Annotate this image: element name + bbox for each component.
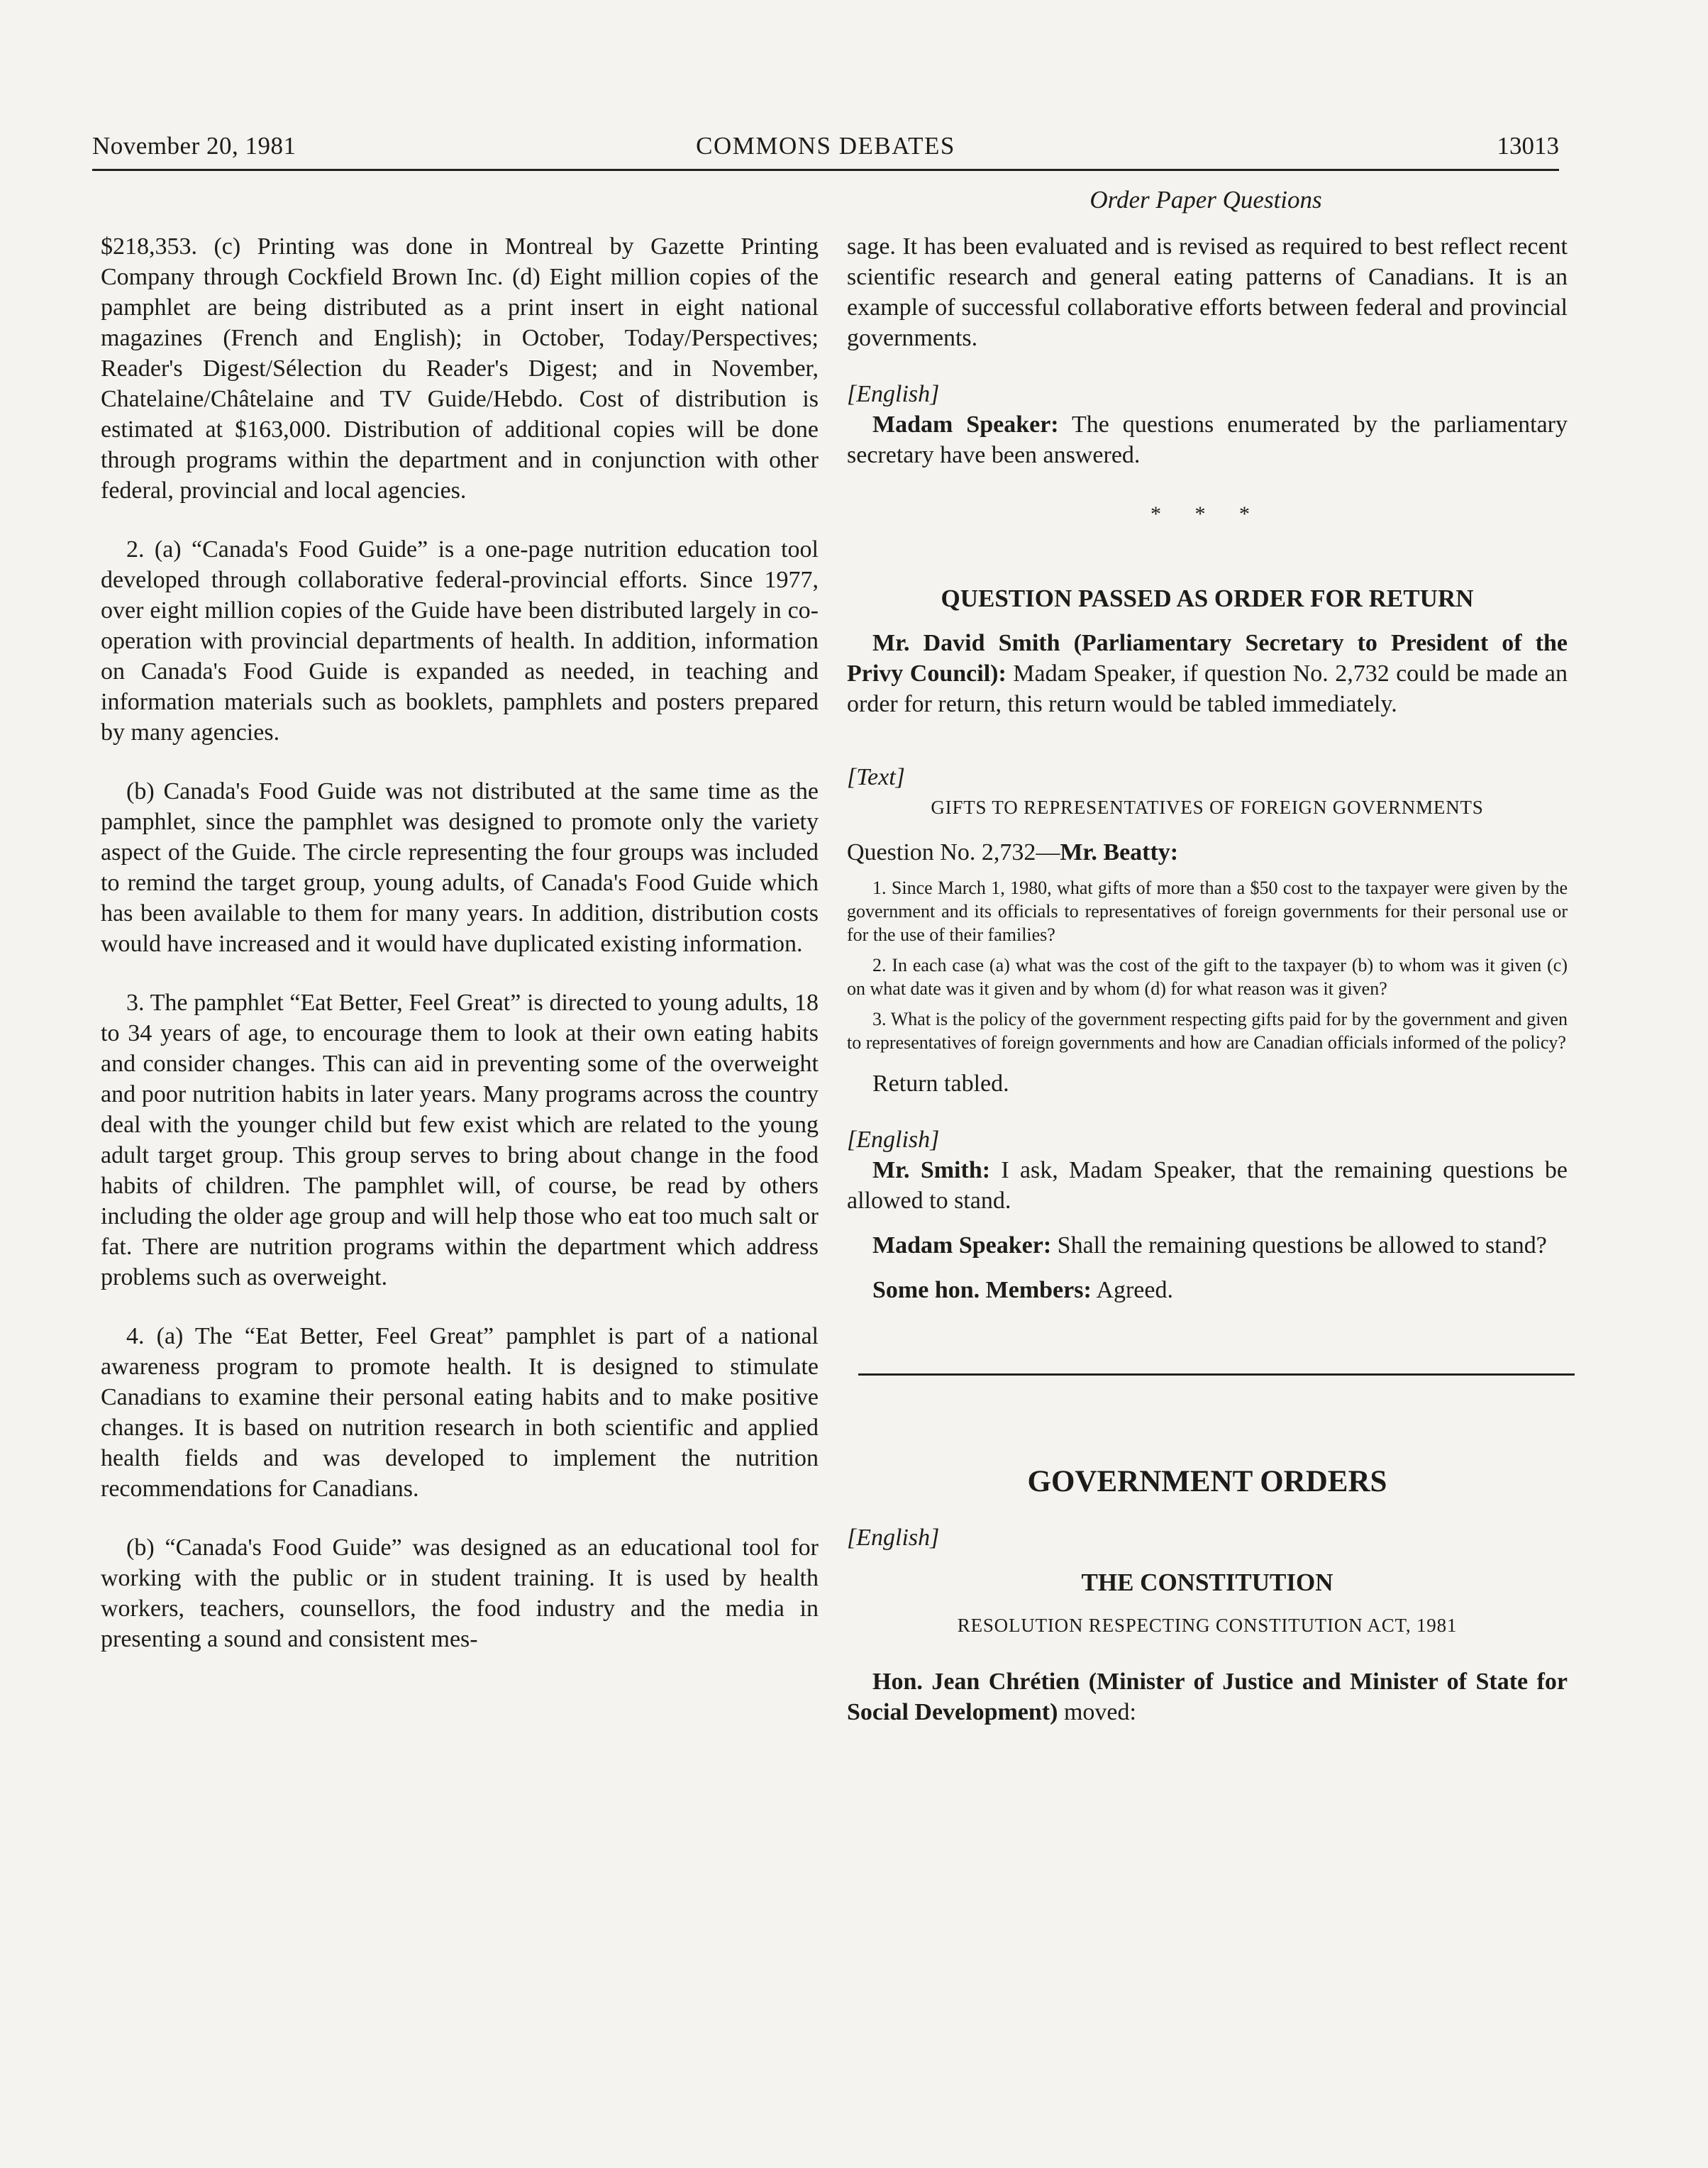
left-paragraph-4: 3. The pamphlet “Eat Better, Feel Great” is directed to young adults, 18 to 34 years of age, to encourage them to look at their own eating habits and consider changes. This can aid in preventing some of the overweight and poor nutrition habits in later years. Many programs across the country deal with the younger child but few exist which are related to the young adult target group. This group serves to bring about change in the food habits of children. The pamphlet will, of course, be read by others including the older age group and will help those who eat too much salt or fat. There are nutrition programs within the department which address problems such as overweight. xyxy=(101,990,819,1290)
section-label: Order Paper Questions xyxy=(1089,186,1322,214)
language-tag-english: [English] xyxy=(847,1525,940,1551)
member-name: Hon. Jean Chrétien (Minister of Justice and Minister of State for Social Development) xyxy=(847,1669,1568,1725)
question-member: Mr. Beatty: xyxy=(1060,839,1179,865)
speaker-name: Madam Speaker: xyxy=(872,411,1059,438)
section-separator-stars: * * * xyxy=(1150,502,1264,526)
member-text: Madam Speaker, if question No. 2,732 could be made an order for return, this return would be tabled immediately. xyxy=(847,660,1568,717)
header-title: COMMONS DEBATES xyxy=(696,132,955,160)
left-paragraph-6: (b) “Canada's Food Guide” was designed as an educational tool for working with the public or in student training. It is used by health workers, teachers, counsellors, the food industry and the media in presenting a sound and consistent mes- xyxy=(101,1534,819,1652)
question-part-1: 1. Since March 1, 1980, what gifts of more than a $50 cost to the taxpayer were given by the government and its officials to representatives of foreign governments for their personal use or for the use of their families? xyxy=(847,878,1568,945)
speaker-text: The questions enumerated by the parliamentary secretary have been answered. xyxy=(847,411,1568,468)
right-paragraph-1: sage. It has been evaluated and is revised as required to best reflect recent scientific research and general eating patterns of Canadians. It is an example of successful collaborative efforts between federal and provincial governments. xyxy=(847,233,1568,351)
members-response xyxy=(847,1275,1568,1305)
page-header xyxy=(92,132,1559,167)
question-number-label: Question No. 2,732— xyxy=(847,839,1060,865)
speaker-statement-1 xyxy=(847,409,1568,470)
member-text: moved: xyxy=(1058,1699,1136,1725)
question-number xyxy=(847,837,1568,868)
left-paragraph-5: 4. (a) The “Eat Better, Feel Great” pamphlet is part of a national awareness program to promote health. It is designed to stimulate Canadians to examine their personal eating habits and to make positive changes. It is based on nutrition research in both scientific and applied health fields and was developed to implement the nutrition recommendations for Canadians. xyxy=(101,1323,819,1502)
question-part-3: 3. What is the policy of the government respecting gifts paid for by the government and given to representatives of foreign governments and how are Canadian officials informed of the policy? xyxy=(847,1009,1568,1053)
header-page-number: 13013 xyxy=(1497,132,1559,160)
language-tag-english: [English] xyxy=(847,381,940,407)
left-paragraph-2: 2. (a) “Canada's Food Guide” is a one-page nutrition education tool developed through collaborative federal-provincial efforts. Since 1977, over eight million copies of the Guide have been distributed largely in co-operation with provincial departments of health. In addition, information on Canada's Food Guide is expanded as needed, in teaching and information materials such as booklets, pamphlets and posters prepared by many agencies. xyxy=(101,536,819,746)
subheading-resolution: RESOLUTION RESPECTING CONSTITUTION ACT, 1981 xyxy=(957,1615,1458,1636)
members-text: Agreed. xyxy=(1091,1277,1173,1303)
language-tag-text: [Text] xyxy=(847,764,905,790)
member-name: Mr. David Smith (Parliamentary Secretary to President of the Privy Council): xyxy=(847,630,1568,687)
header-rule xyxy=(92,169,1559,171)
smith-statement xyxy=(847,628,1568,719)
member-name: Mr. Smith: xyxy=(872,1157,991,1183)
member-text: I ask, Madam Speaker, that the remaining questions be allowed to stand. xyxy=(847,1157,1568,1214)
smith-request xyxy=(847,1155,1568,1216)
speaker-name: Madam Speaker: xyxy=(872,1232,1052,1259)
speaker-text: Shall the remaining questions be allowed to stand? xyxy=(1051,1232,1547,1259)
language-tag-english: [English] xyxy=(847,1127,940,1153)
members-label: Some hon. Members: xyxy=(872,1277,1092,1303)
return-tabled: Return tabled. xyxy=(872,1071,1009,1097)
left-paragraph-3: (b) Canada's Food Guide was not distributed at the same time as the pamphlet, since the pamphlet was designed to promote only the variety aspect of the Guide. The circle representing the four groups was included to remind the target group, young adults, of Canada's Food Guide which has been available to them for many years. In addition, distribution costs would have increased and it would have duplicated existing information. xyxy=(101,778,819,957)
header-date: November 20, 1981 xyxy=(92,132,296,160)
heading-constitution: THE CONSTITUTION xyxy=(1081,1569,1333,1596)
subheading-gifts: GIFTS TO REPRESENTATIVES OF FOREIGN GOVERNMENTS xyxy=(931,797,1484,818)
heading-government-orders: GOVERNMENT ORDERS xyxy=(1027,1465,1387,1498)
right-column xyxy=(847,231,1568,1727)
left-column xyxy=(101,231,819,1654)
left-paragraph-1: $218,353. (c) Printing was done in Montreal by Gazette Printing Company through Cockfield Brown Inc. (d) Eight million copies of the pamphlet are being distributed as a print insert in eight national magazines (French and English); in October, Today/Perspectives; Reader's Digest/Sélection du Reader's Digest; and in November, Chatelaine/Châtelaine and TV Guide/Hebdo. Cost of distribution is estimated at $163,000. Distribution of additional copies will be done through programs within the department and in conjunction with other federal, provincial and local agencies. xyxy=(101,233,819,504)
speaker-statement-2 xyxy=(847,1230,1568,1261)
question-part-2: 2. In each case (a) what was the cost of the gift to the taxpayer (b) to whom was it given (c) on what date was it given and by whom (d) for what reason was it given? xyxy=(847,955,1568,999)
chretien-motion xyxy=(847,1666,1568,1727)
heading-order-for-return: QUESTION PASSED AS ORDER FOR RETURN xyxy=(941,585,1474,612)
